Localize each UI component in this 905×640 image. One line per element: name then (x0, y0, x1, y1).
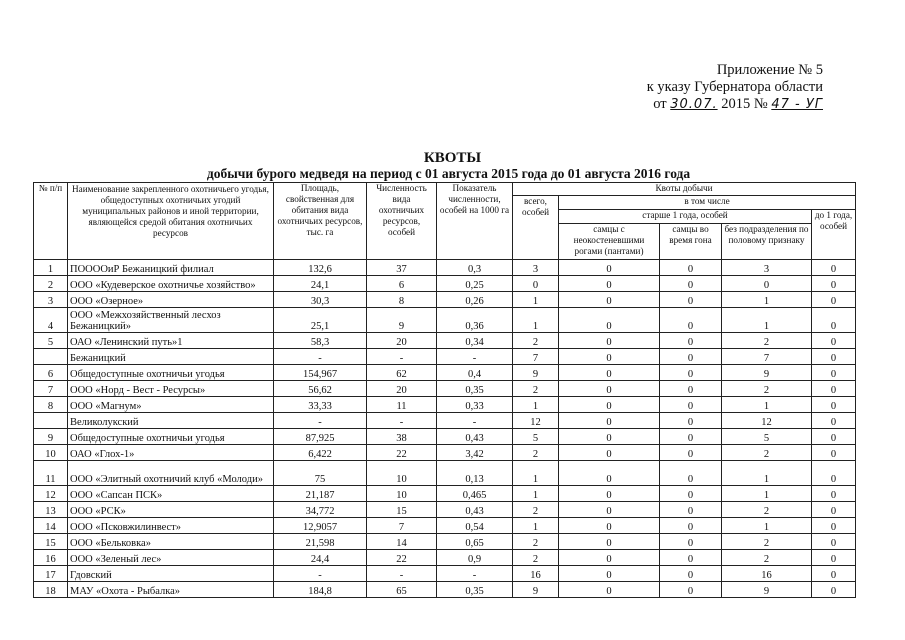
cell-no-sex-division: 9 (722, 365, 812, 381)
cell-num: 14 (34, 518, 68, 534)
cell-population: 10 (367, 486, 437, 502)
cell-density: 0,43 (437, 429, 513, 445)
cell-num: 5 (34, 333, 68, 349)
cell-name: Общедоступные охотничьи угодья (68, 429, 274, 445)
header-males-antlers: самцы с неокостеневшими рогами (пантами) (559, 224, 660, 260)
cell-name: ООО «Кудеверское охотничье хозяйство» (68, 276, 274, 292)
cell-no-sex-division: 16 (722, 566, 812, 582)
cell-population: - (367, 349, 437, 365)
header-total: всего, особей (513, 196, 559, 260)
cell-males-rut: 0 (660, 381, 722, 397)
cell-area: 30,3 (274, 292, 367, 308)
cell-males-antlers: 0 (559, 502, 660, 518)
cell-name: ООО «Зеленый лес» (68, 550, 274, 566)
header-males-rut: самцы во время гона (660, 224, 722, 260)
cell-density: 0,33 (437, 397, 513, 413)
table-row (34, 292, 856, 308)
cell-males-antlers: 0 (559, 276, 660, 292)
cell-density: 0,4 (437, 365, 513, 381)
table-row (34, 534, 856, 550)
cell-males-antlers: 0 (559, 429, 660, 445)
cell-area: 21,187 (274, 486, 367, 502)
table-row (34, 582, 856, 598)
cell-males-rut: 0 (660, 413, 722, 429)
cell-males-antlers: 0 (559, 292, 660, 308)
header-population: Численность вида охотничьих ресурсов, особей (367, 183, 437, 260)
cell-males-rut: 0 (660, 518, 722, 534)
cell-total: 1 (513, 397, 559, 413)
cell-name: ОАО «Глох-1» (68, 445, 274, 461)
table-row (34, 550, 856, 566)
header-under-1-year: до 1 года, особей (812, 210, 856, 260)
cell-population: 65 (367, 582, 437, 598)
cell-area: 58,3 (274, 333, 367, 349)
cell-density: - (437, 413, 513, 429)
cell-no-sex-division: 5 (722, 429, 812, 445)
cell-under-1-year: 0 (812, 582, 856, 598)
cell-num: 9 (34, 429, 68, 445)
cell-area: - (274, 566, 367, 582)
table-row (34, 518, 856, 534)
appendix-label: Приложение № 5 (716, 62, 823, 78)
cell-males-rut: 0 (660, 445, 722, 461)
cell-area: 6,422 (274, 445, 367, 461)
cell-no-sex-division: 2 (722, 550, 812, 566)
cell-no-sex-division: 1 (722, 308, 812, 333)
cell-under-1-year: 0 (812, 413, 856, 429)
cell-under-1-year: 0 (812, 308, 856, 333)
cell-area: - (274, 413, 367, 429)
cell-no-sex-division: 3 (722, 260, 812, 276)
cell-num: 12 (34, 486, 68, 502)
cell-name: Бежаницкий (68, 349, 274, 365)
cell-name: ОАО «Ленинский путь»1 (68, 333, 274, 349)
cell-males-antlers: 0 (559, 260, 660, 276)
cell-population: - (367, 566, 437, 582)
cell-name: Великолукский (68, 413, 274, 429)
cell-total: 3 (513, 260, 559, 276)
cell-under-1-year: 0 (812, 534, 856, 550)
table-row (34, 349, 856, 365)
cell-num: 10 (34, 445, 68, 461)
cell-area: 87,925 (274, 429, 367, 445)
cell-density: 0,65 (437, 534, 513, 550)
cell-density: 0,3 (437, 260, 513, 276)
cell-no-sex-division: 12 (722, 413, 812, 429)
cell-name: ООО «Элитный охотничий клуб «Молоди» (68, 461, 274, 486)
cell-males-rut: 0 (660, 276, 722, 292)
cell-name: ПООООиР Бежаницкий филиал (68, 260, 274, 276)
cell-males-rut: 0 (660, 333, 722, 349)
table-row (34, 413, 856, 429)
table-row (34, 260, 856, 276)
cell-num: 11 (34, 461, 68, 486)
cell-total: 5 (513, 429, 559, 445)
header-no-sex-division: без подразделения по половому признаку (722, 224, 812, 260)
cell-total: 2 (513, 502, 559, 518)
cell-under-1-year: 0 (812, 381, 856, 397)
cell-total: 0 (513, 276, 559, 292)
cell-total: 2 (513, 381, 559, 397)
cell-males-rut: 0 (660, 550, 722, 566)
date-prefix: от (653, 96, 667, 112)
cell-under-1-year: 0 (812, 461, 856, 486)
cell-under-1-year: 0 (812, 276, 856, 292)
cell-males-antlers: 0 (559, 308, 660, 333)
cell-population: 37 (367, 260, 437, 276)
cell-population: 14 (367, 534, 437, 550)
cell-under-1-year: 0 (812, 486, 856, 502)
cell-density: 0,43 (437, 502, 513, 518)
cell-under-1-year: 0 (812, 429, 856, 445)
cell-males-antlers: 0 (559, 534, 660, 550)
appendix-block (647, 62, 823, 113)
cell-total: 2 (513, 333, 559, 349)
cell-population: 38 (367, 429, 437, 445)
cell-area: 24,4 (274, 550, 367, 566)
cell-males-antlers: 0 (559, 550, 660, 566)
cell-name: ООО «Межхозяйственный лесхоз Бежаницкий» (68, 308, 274, 333)
header-density: Показатель численности, особей на 1000 га (437, 183, 513, 260)
cell-no-sex-division: 2 (722, 381, 812, 397)
cell-num: 3 (34, 292, 68, 308)
cell-num (34, 349, 68, 365)
cell-area: 56,62 (274, 381, 367, 397)
table-body (34, 260, 856, 598)
table-row (34, 381, 856, 397)
date-year: 2015 № (721, 96, 768, 112)
cell-males-rut: 0 (660, 292, 722, 308)
cell-total: 2 (513, 445, 559, 461)
cell-males-rut: 0 (660, 308, 722, 333)
cell-name: ООО «Сапсан ПСК» (68, 486, 274, 502)
quota-table (33, 182, 856, 598)
cell-males-rut: 0 (660, 534, 722, 550)
cell-males-rut: 0 (660, 582, 722, 598)
cell-num: 7 (34, 381, 68, 397)
cell-no-sex-division: 1 (722, 397, 812, 413)
cell-name: ООО «Магнум» (68, 397, 274, 413)
cell-males-rut: 0 (660, 365, 722, 381)
table-row (34, 276, 856, 292)
table-row (34, 333, 856, 349)
cell-population: 15 (367, 502, 437, 518)
cell-population: 20 (367, 333, 437, 349)
cell-under-1-year: 0 (812, 292, 856, 308)
cell-num: 6 (34, 365, 68, 381)
cell-males-rut: 0 (660, 461, 722, 486)
table-row (34, 461, 856, 486)
cell-num: 1 (34, 260, 68, 276)
cell-num: 17 (34, 566, 68, 582)
cell-name: ООО «Бельковка» (68, 534, 274, 550)
cell-density: 0,36 (437, 308, 513, 333)
cell-area: 154,967 (274, 365, 367, 381)
cell-under-1-year: 0 (812, 365, 856, 381)
cell-total: 16 (513, 566, 559, 582)
cell-density: 0,13 (437, 461, 513, 486)
cell-males-antlers: 0 (559, 518, 660, 534)
cell-under-1-year: 0 (812, 445, 856, 461)
cell-total: 2 (513, 550, 559, 566)
cell-under-1-year: 0 (812, 260, 856, 276)
cell-population: 7 (367, 518, 437, 534)
table-row (34, 397, 856, 413)
cell-total: 1 (513, 461, 559, 486)
cell-under-1-year: 0 (812, 550, 856, 566)
cell-males-rut: 0 (660, 429, 722, 445)
cell-area: 34,772 (274, 502, 367, 518)
cell-no-sex-division: 9 (722, 582, 812, 598)
cell-total: 2 (513, 534, 559, 550)
cell-density: 0,35 (437, 582, 513, 598)
header-quota: Квоты добычи (513, 183, 856, 196)
cell-population: - (367, 413, 437, 429)
cell-name: МАУ «Охота - Рыбалка» (68, 582, 274, 598)
cell-num: 18 (34, 582, 68, 598)
cell-total: 1 (513, 486, 559, 502)
cell-num: 15 (34, 534, 68, 550)
cell-density: 0,9 (437, 550, 513, 566)
table-row (34, 429, 856, 445)
cell-under-1-year: 0 (812, 349, 856, 365)
cell-males-rut: 0 (660, 486, 722, 502)
cell-under-1-year: 0 (812, 333, 856, 349)
cell-area: 25,1 (274, 308, 367, 333)
cell-no-sex-division: 2 (722, 445, 812, 461)
table-row (34, 445, 856, 461)
cell-area: 21,598 (274, 534, 367, 550)
cell-males-antlers: 0 (559, 333, 660, 349)
cell-density: 0,54 (437, 518, 513, 534)
cell-no-sex-division: 2 (722, 502, 812, 518)
cell-males-antlers: 0 (559, 582, 660, 598)
header-name: Наименование закрепленного охотничьего угодья, общедоступных охотничьих угодий муниципальных районов и иной территории, являющейся средой обитания охотничьих ресурсов (68, 183, 274, 260)
cell-males-antlers: 0 (559, 365, 660, 381)
cell-area: - (274, 349, 367, 365)
cell-total: 1 (513, 518, 559, 534)
cell-males-antlers: 0 (559, 566, 660, 582)
cell-males-rut: 0 (660, 349, 722, 365)
table-row (34, 486, 856, 502)
table-row (34, 502, 856, 518)
cell-name: Гдовский (68, 566, 274, 582)
cell-under-1-year: 0 (812, 518, 856, 534)
cell-total: 1 (513, 308, 559, 333)
cell-density: - (437, 349, 513, 365)
cell-no-sex-division: 1 (722, 518, 812, 534)
cell-population: 10 (367, 461, 437, 486)
cell-total: 9 (513, 365, 559, 381)
cell-males-antlers: 0 (559, 461, 660, 486)
cell-area: 75 (274, 461, 367, 486)
cell-area: 132,6 (274, 260, 367, 276)
table-row (34, 365, 856, 381)
decree-reference: к указу Губернатора области (646, 79, 823, 95)
cell-density: 0,25 (437, 276, 513, 292)
cell-no-sex-division: 7 (722, 349, 812, 365)
document-subtitle: добычи бурого медведя на период с 01 августа 2015 года до 01 августа 2016 года (206, 166, 691, 181)
cell-area: 33,33 (274, 397, 367, 413)
header-num: № п/п (34, 183, 68, 260)
cell-num: 8 (34, 397, 68, 413)
header-including: в том числе (559, 196, 856, 210)
cell-males-antlers: 0 (559, 381, 660, 397)
cell-population: 11 (367, 397, 437, 413)
cell-males-antlers: 0 (559, 413, 660, 429)
cell-males-antlers: 0 (559, 397, 660, 413)
cell-no-sex-division: 2 (722, 333, 812, 349)
cell-num (34, 413, 68, 429)
cell-population: 8 (367, 292, 437, 308)
table-row (34, 566, 856, 582)
header-older-1-year: старше 1 года, особей (559, 210, 812, 224)
cell-population: 22 (367, 550, 437, 566)
cell-total: 1 (513, 292, 559, 308)
cell-no-sex-division: 1 (722, 486, 812, 502)
cell-males-rut: 0 (660, 502, 722, 518)
cell-area: 12,9057 (274, 518, 367, 534)
cell-males-rut: 0 (660, 566, 722, 582)
cell-males-rut: 0 (660, 397, 722, 413)
cell-density: 0,465 (437, 486, 513, 502)
cell-under-1-year: 0 (812, 566, 856, 582)
cell-num: 13 (34, 502, 68, 518)
cell-num: 4 (34, 308, 68, 333)
document-title: КВОТЫ (423, 150, 482, 166)
cell-num: 16 (34, 550, 68, 566)
cell-population: 62 (367, 365, 437, 381)
cell-density: - (437, 566, 513, 582)
cell-density: 0,35 (437, 381, 513, 397)
cell-no-sex-division: 1 (722, 292, 812, 308)
cell-under-1-year: 0 (812, 502, 856, 518)
cell-name: ООО «Псковжилинвест» (68, 518, 274, 534)
cell-population: 9 (367, 308, 437, 333)
table-row (34, 308, 856, 333)
cell-num: 2 (34, 276, 68, 292)
cell-population: 6 (367, 276, 437, 292)
header-area: Площадь, свойственная для обитания вида охотничьих ресурсов, тыс. га (274, 183, 367, 260)
cell-total: 7 (513, 349, 559, 365)
cell-name: Общедоступные охотничьи угодья (68, 365, 274, 381)
cell-no-sex-division: 1 (722, 461, 812, 486)
cell-no-sex-division: 0 (722, 276, 812, 292)
cell-population: 22 (367, 445, 437, 461)
handwritten-date: 30.07. (670, 97, 718, 112)
cell-name: ООО «Озерное» (68, 292, 274, 308)
cell-density: 0,26 (437, 292, 513, 308)
cell-population: 20 (367, 381, 437, 397)
cell-name: ООО «Норд - Вест - Ресурсы» (68, 381, 274, 397)
cell-area: 24,1 (274, 276, 367, 292)
cell-males-rut: 0 (660, 260, 722, 276)
cell-density: 0,34 (437, 333, 513, 349)
decree-date-line (647, 96, 823, 113)
cell-density: 3,42 (437, 445, 513, 461)
cell-area: 184,8 (274, 582, 367, 598)
cell-total: 9 (513, 582, 559, 598)
cell-males-antlers: 0 (559, 445, 660, 461)
cell-males-antlers: 0 (559, 349, 660, 365)
cell-no-sex-division: 2 (722, 534, 812, 550)
handwritten-decree-number: 47 - УГ (771, 97, 823, 112)
cell-name: ООО «РСК» (68, 502, 274, 518)
cell-total: 12 (513, 413, 559, 429)
cell-males-antlers: 0 (559, 486, 660, 502)
cell-under-1-year: 0 (812, 397, 856, 413)
